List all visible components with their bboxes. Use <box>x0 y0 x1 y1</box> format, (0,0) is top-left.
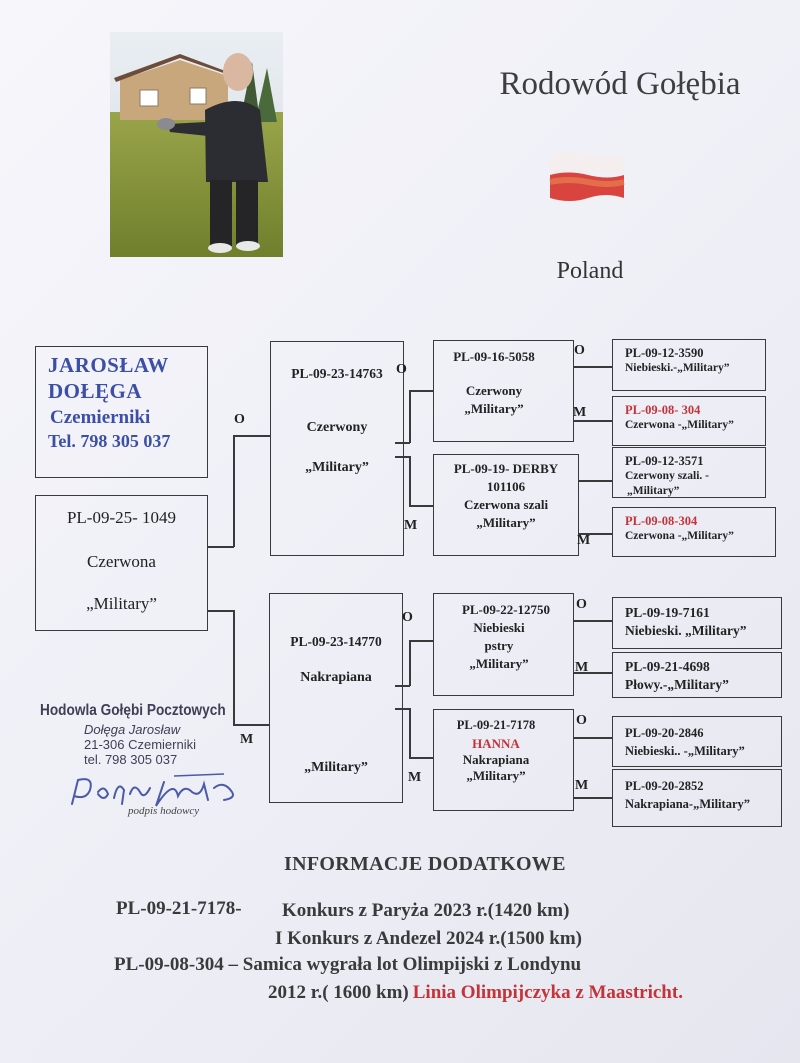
connector-line <box>208 546 234 548</box>
subject-box <box>35 495 208 631</box>
sire-ring: PL-09-23-14763 <box>291 366 383 381</box>
info-line-4-date: 2012 r.( 1600 km) <box>268 982 409 1003</box>
sire-strain: „Military” <box>305 460 369 475</box>
great-grandparent-desc: Niebieski.-„Military” <box>625 362 730 374</box>
info-line-1-ring: PL-09-21-7178- <box>116 898 242 919</box>
connector-line <box>409 456 411 506</box>
connector-line <box>409 640 411 686</box>
dam-ring: PL-09-23-14770 <box>290 634 382 649</box>
connector-line <box>409 640 433 642</box>
grandparent-name: HANNA <box>472 736 520 751</box>
grandparent-strain: „Military” <box>469 656 529 671</box>
grandparent-extra: 101106 <box>486 479 526 494</box>
connector-line <box>233 435 235 547</box>
connector-line <box>409 708 411 758</box>
mother-marker: M <box>577 533 591 548</box>
breeder-stamp <box>40 702 240 767</box>
signature-text <box>0 0 1 1</box>
connector-line <box>395 442 410 444</box>
connector-line <box>395 708 410 710</box>
great-grandparent-box-6 <box>612 652 782 698</box>
page-title: Rodowód Gołębia <box>499 66 741 102</box>
great-grandparent-desc-2: „Military” <box>627 485 680 497</box>
great-grandparent-desc: Czerwona -„Military” <box>625 530 734 542</box>
subject-ring: PL-09-25- 1049 <box>66 508 177 527</box>
great-grandparent-desc: Nakrapiana-„Military” <box>625 797 750 811</box>
great-grandparent-ring: PL-09-21-4698 <box>625 659 710 674</box>
great-grandparent-box-3 <box>612 447 766 498</box>
sire-box <box>270 341 404 556</box>
subject-strain: „Military” <box>86 594 157 613</box>
connector-line <box>574 737 612 739</box>
great-grandparent-ring: PL-09-08- 304 <box>625 403 701 417</box>
great-grandparent-ring: PL-09-12-3571 <box>625 454 704 468</box>
great-grandparent-desc: Płowy.-„Military” <box>625 677 729 692</box>
connector-line <box>233 435 270 437</box>
subject-color: Czerwona <box>87 552 156 571</box>
great-grandparent-desc: Niebieski. „Military” <box>625 623 747 638</box>
country-label: Poland <box>556 258 624 284</box>
info-line-2: I Konkurs z Andezel 2024 r.(1500 km) <box>275 928 583 949</box>
sire-color: Czerwony <box>306 420 368 435</box>
dam-strain: „Military” <box>304 760 368 775</box>
great-grandparent-desc: Niebieski.. -„Military” <box>625 744 745 758</box>
signature-caption: podpis hodowcy <box>128 805 200 817</box>
mother-marker: M <box>404 518 418 533</box>
grandparent-ring: PL-09-19- DERBY <box>453 461 559 476</box>
info-line-4 <box>268 982 683 1004</box>
great-grandparent-ring: PL-09-12-3590 <box>625 346 704 360</box>
father-marker: O <box>576 713 587 728</box>
grandparent-ring: PL-09-22-12750 <box>461 602 551 617</box>
great-grandparent-ring: PL-09-08-304 <box>625 514 698 528</box>
grandparent-strain: „Military” <box>466 768 526 783</box>
info-line-4-lineage: Linia Olimpijczyka z Maastricht. <box>412 982 683 1003</box>
father-marker: O <box>576 597 587 612</box>
grandparent-box-1 <box>433 340 574 442</box>
owner-box <box>35 346 208 478</box>
poland-flag-icon <box>548 148 626 202</box>
great-grandparent-ring: PL-09-20-2846 <box>625 726 704 740</box>
great-grandparent-ring: PL-09-20-2852 <box>625 779 704 793</box>
grandparent-color: Czerwony <box>465 383 523 398</box>
grandparent-strain: „Military” <box>464 401 524 416</box>
connector-line <box>574 797 612 799</box>
great-grandparent-box-2 <box>612 396 766 446</box>
grandparent-box-2 <box>433 454 579 556</box>
grandparent-strain: „Military” <box>476 515 536 530</box>
great-grandparent-box-8 <box>612 769 782 827</box>
connector-line <box>395 456 410 458</box>
mother-marker: M <box>575 660 589 675</box>
grandparent-color: Nakrapiana <box>462 752 530 767</box>
owner-last-name: DOŁĘGA <box>48 379 143 403</box>
connector-line <box>574 366 612 368</box>
great-grandparent-desc: Czerwona -„Military” <box>625 419 734 431</box>
father-marker: O <box>396 362 407 377</box>
mother-marker: M <box>408 770 422 785</box>
great-grandparent-box-1 <box>612 339 766 391</box>
grandparent-ring: PL-09-21-7178 <box>456 718 536 732</box>
stamp-line-2: Dołęga Jarosław <box>84 722 181 737</box>
info-heading: INFORMACJE DODATKOWE <box>284 853 566 875</box>
owner-town: Czemierniki <box>50 407 151 428</box>
stamp-line-1: Hodowla Gołębi Pocztowych <box>40 702 226 719</box>
dam-box <box>269 593 403 803</box>
breeder-photo <box>110 32 283 257</box>
grandparent-ring: PL-09-16-5058 <box>453 349 535 364</box>
grandparent-box-4 <box>433 709 574 811</box>
great-grandparent-desc: Czerwony szali. - <box>625 470 709 482</box>
grandparent-box-3 <box>433 593 574 696</box>
connector-line <box>208 610 234 612</box>
great-grandparent-box-4 <box>612 507 776 557</box>
mother-marker: M <box>573 405 587 420</box>
grandparent-color-2: pstry <box>484 638 514 653</box>
info-line-3: PL-09-08-304 – Samica wygrała lot Olimpijski z Londynu <box>114 954 582 975</box>
grandparent-color: Czerwona szali <box>463 497 549 512</box>
connector-line <box>409 390 433 392</box>
connector-line <box>409 505 433 507</box>
connector-line <box>579 480 612 482</box>
great-grandparent-box-5 <box>612 597 782 649</box>
stamp-line-3: 21-306 Czemierniki <box>84 737 196 752</box>
father-marker: O <box>234 412 245 427</box>
info-line-1-text: Konkurs z Paryża 2023 r.(1420 km) <box>282 900 570 921</box>
owner-first-name: JAROSŁAW <box>48 353 169 377</box>
father-marker: O <box>402 610 413 625</box>
grandparent-color: Niebieski <box>473 620 525 635</box>
connector-line <box>395 685 410 687</box>
mother-marker: M <box>575 778 589 793</box>
connector-line <box>574 620 612 622</box>
connector-line <box>409 757 433 759</box>
father-marker: O <box>574 343 585 358</box>
great-grandparent-box-7 <box>612 716 782 767</box>
great-grandparent-ring: PL-09-19-7161 <box>625 605 710 620</box>
mother-marker: M <box>240 732 254 747</box>
dam-color: Nakrapiana <box>300 670 372 685</box>
connector-line <box>409 390 411 443</box>
stamp-line-4: tel. 798 305 037 <box>84 752 178 767</box>
owner-phone: Tel. 798 305 037 <box>48 431 171 451</box>
